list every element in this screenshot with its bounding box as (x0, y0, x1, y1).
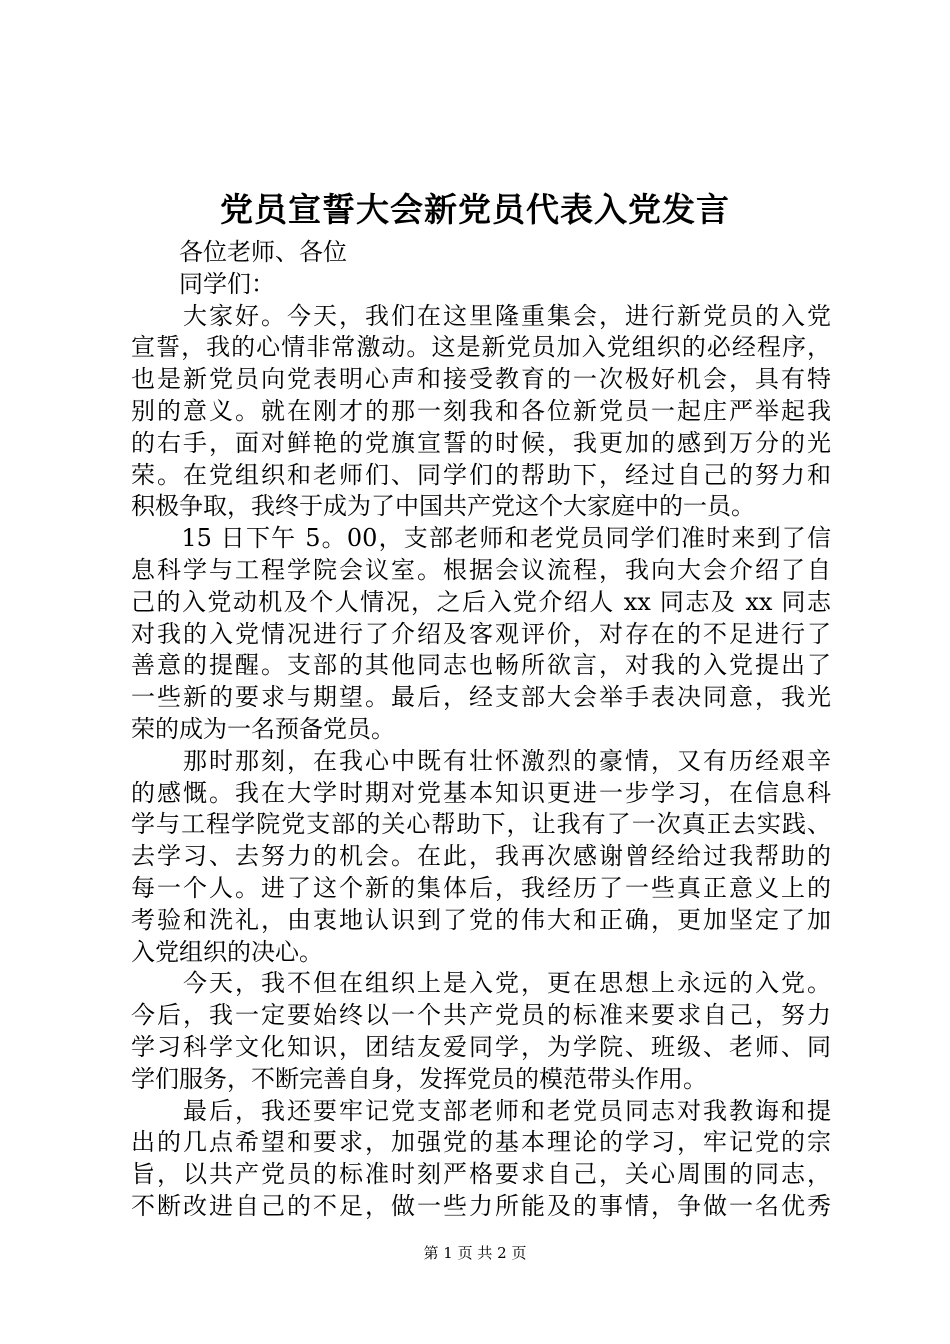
text-line: 别的意义。就在刚才的那一刻我和各位新党员一起庄严举起我 (131, 396, 831, 425)
text-line: 的右手，面对鲜艳的党旗宣誓的时候，我更加的感到万分的光 (131, 428, 831, 457)
text-line: 荣的成为一名预备党员。 (131, 714, 395, 743)
text-line: 最后，我还要牢记党支部老师和老党员同志对我教诲和提 (131, 1096, 831, 1125)
text-line: 积极争取，我终于成为了中国共产党这个大家庭中的一员。 (131, 492, 755, 521)
text-line: 同学们： (131, 269, 275, 298)
text-line: 不断改进自己的不足，做一些力所能及的事情，争做一名优秀 (131, 1191, 831, 1220)
text-line: 旨，以共产党员的标准时刻严格要求自己，关心周围的同志， (131, 1160, 831, 1189)
document-body (131, 237, 831, 1223)
text-line: 息科学与工程学院会议室。根据会议流程，我向大会介绍了自 (131, 555, 831, 584)
text-line: 学与工程学院党支部的关心帮助下，让我有了一次真正去实践、 (131, 810, 831, 839)
text-line: 每一个人。进了这个新的集体后，我经历了一些真正意义上的 (131, 873, 831, 902)
page-title: 党员宣誓大会新党员代表入党发言 (220, 190, 730, 229)
text-line: 今后，我一定要始终以一个共产党员的标准来要求自己，努力 (131, 1001, 831, 1030)
text-line: 出的几点希望和要求，加强党的基本理论的学习，牢记党的宗 (131, 1128, 831, 1157)
page-footer: 第 1 页 共 2 页 (423, 1244, 527, 1262)
text-line: 荣。在党组织和老师们、同学们的帮助下，经过自己的努力和 (131, 460, 831, 489)
text-line: 学们服务，不断完善自身，发挥党员的模范带头作用。 (131, 1064, 707, 1093)
text-line: 一些新的要求与期望。最后，经支部大会举手表决同意，我光 (131, 683, 831, 712)
text-line: 善意的提醒。支部的其他同志也畅所欲言，对我的入党提出了 (131, 651, 831, 680)
text-line: 宣誓，我的心情非常激动。这是新党员加入党组织的必经程序， (131, 333, 831, 362)
text-line: 考验和洗礼，由衷地认识到了党的伟大和正确，更加坚定了加 (131, 905, 831, 934)
text-line: 15 日下午 5。00，支部老师和老党员同学们准时来到了信 (131, 524, 831, 553)
text-line: 己的入党动机及个人情况，之后入党介绍人 xx 同志及 xx 同志 (131, 587, 831, 616)
text-line: 那时那刻，在我心中既有壮怀激烈的豪情，又有历经艰辛 (131, 746, 831, 775)
text-line: 学习科学文化知识，团结友爱同学，为学院、班级、老师、同 (131, 1032, 831, 1061)
text-line: 对我的入党情况进行了介绍及客观评价，对存在的不足进行了 (131, 619, 831, 648)
text-line: 也是新党员向党表明心声和接受教育的一次极好机会，具有特 (131, 365, 831, 394)
text-line: 去学习、去努力的机会。在此，我再次感谢曾经给过我帮助的 (131, 842, 831, 871)
text-line: 今天，我不但在组织上是入党，更在思想上永远的入党。 (131, 969, 831, 998)
text-line: 大家好。今天，我们在这里隆重集会，进行新党员的入党 (131, 301, 831, 330)
text-line: 入党组织的决心。 (131, 937, 323, 966)
text-line: 各位老师、各位 (131, 238, 347, 266)
text-line: 的感慨。我在大学时期对党基本知识更进一步学习，在信息科 (131, 778, 831, 807)
